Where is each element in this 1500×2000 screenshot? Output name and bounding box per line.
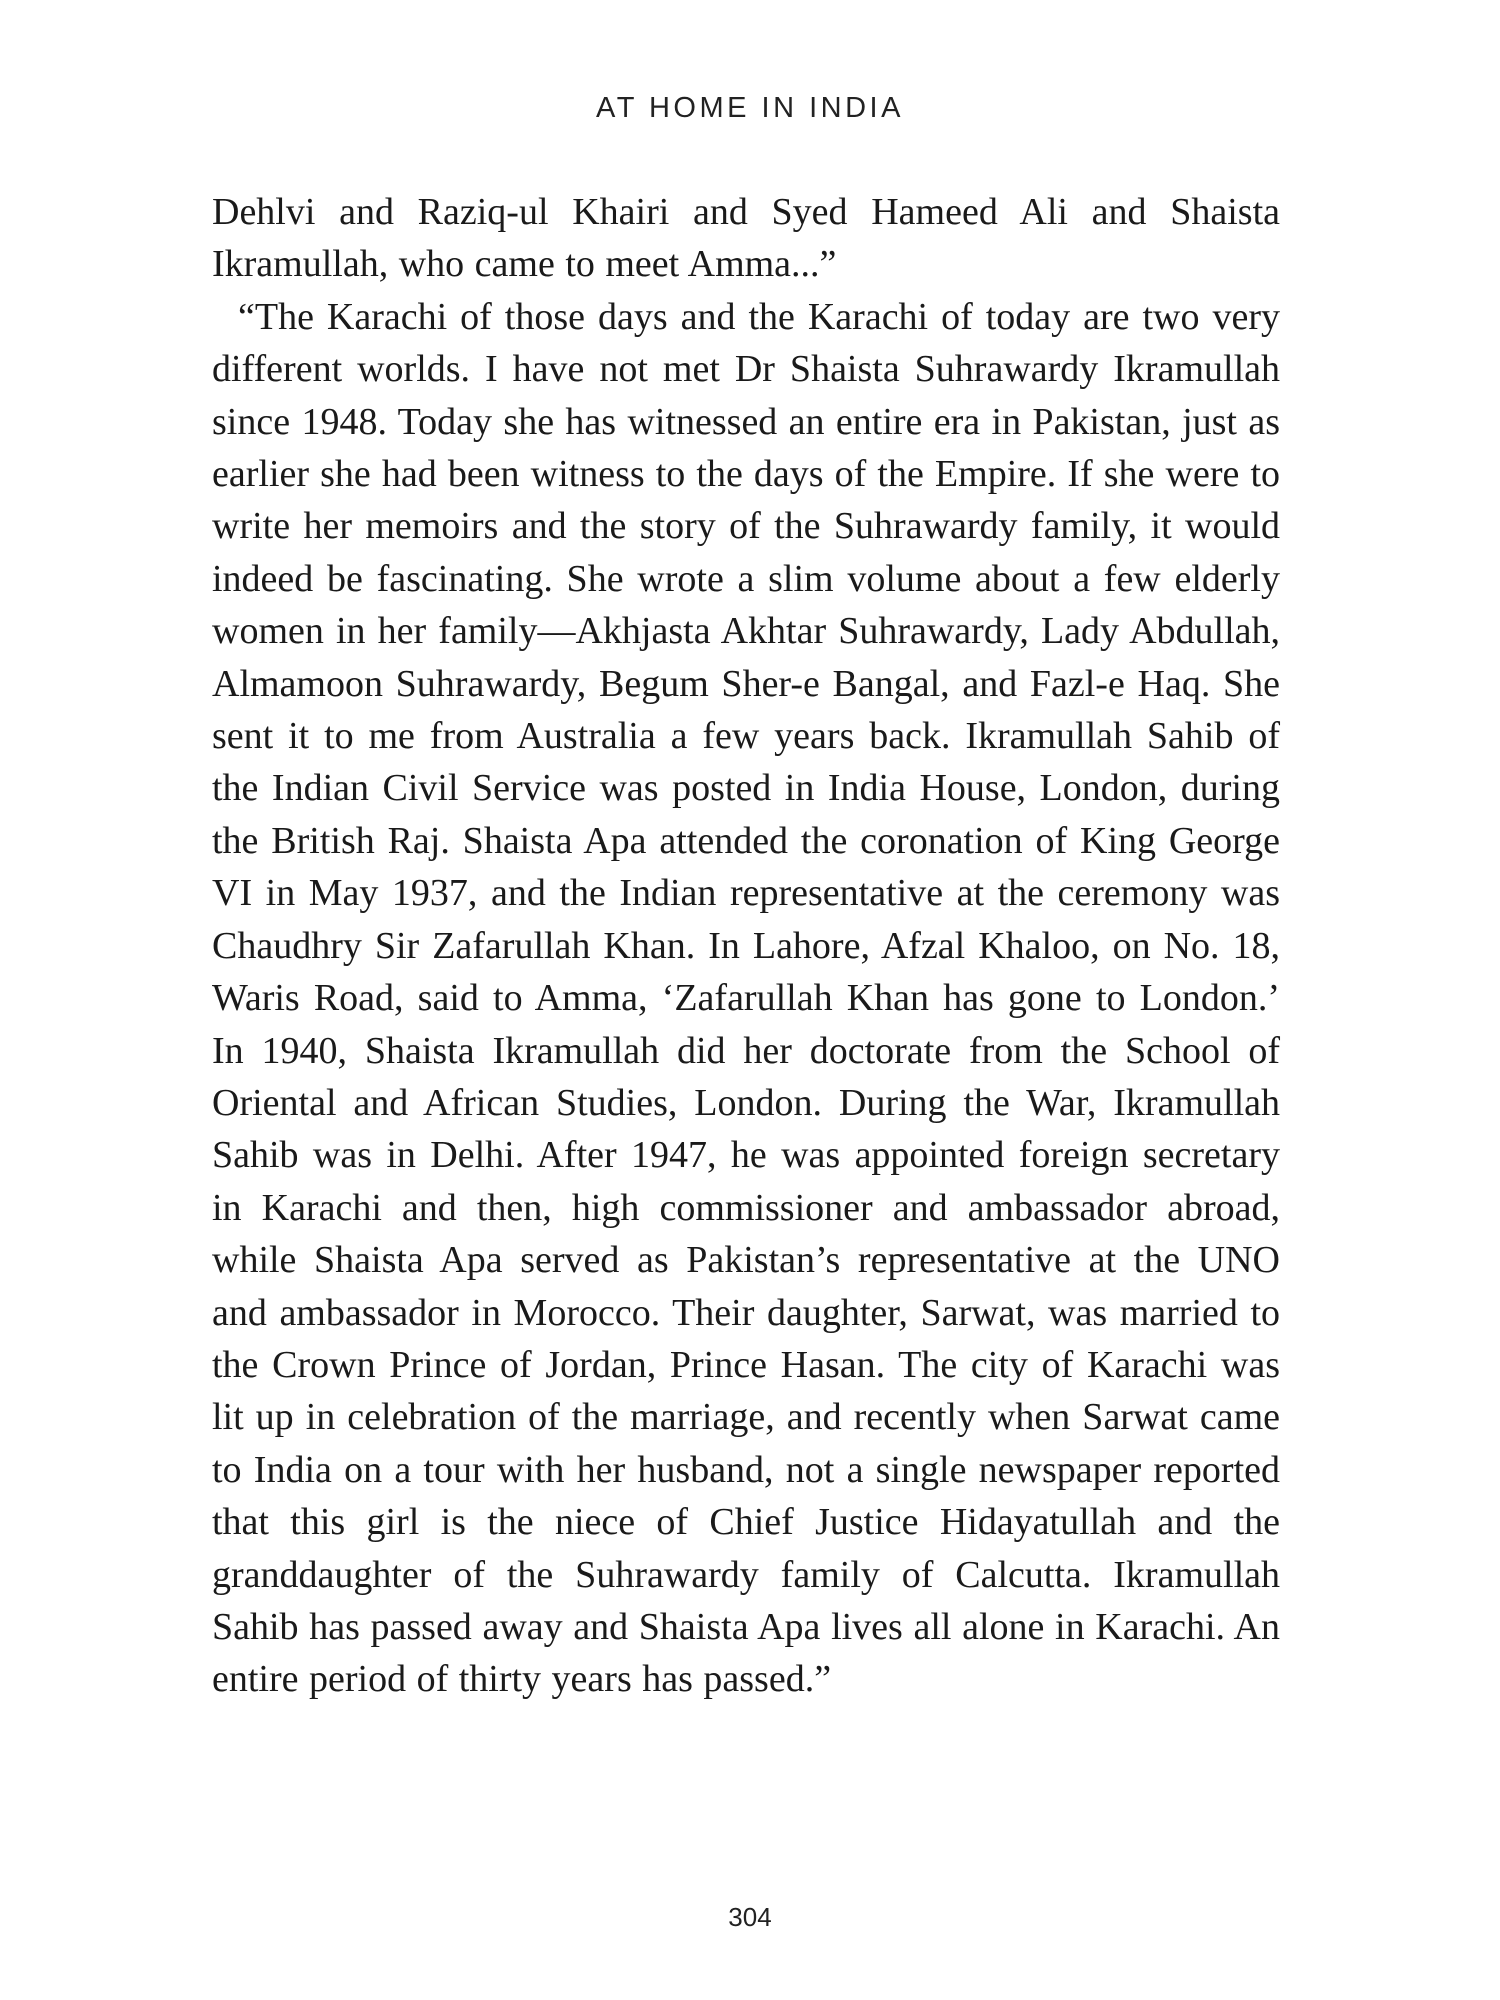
running-head-title: AT HOME IN INDIA: [596, 92, 904, 124]
paragraph-continued: Dehlvi and Raziq-ul Khairi and Syed Hameed Ali and Shaista Ikramullah, who came to meet Amma...”: [212, 191, 1280, 286]
paragraph-quote: “The Karachi of those days and the Karachi of today are two very different worlds. I have not met Dr Shaista Suhrawardy Ikramullah since 1948. Today she has witnessed an entire era in Pakistan, just as earlier she had been witness to the days of the Empire. If she were to write her memoirs and the story of the Suhrawardy family, it would indeed be fascinating. She wrote a slim volume about a few elderly women in her family—Akhjasta Akhtar Suhrawardy, Lady Abdullah, Almamoon Suhrawardy, Begum Sher-e Bangal, and Fazl-e Haq. She sent it to me from Australia a few years back. Ikramullah Sahib of the Indian Civil Service was posted in India House, London, during the British Raj. Shaista Apa attended the coronation of King George VI in May 1937, and the Indian representative at the ceremony was Chaudhry Sir Zafarullah Khan. In Lahore, Afzal Khaloo, on No. 18, Waris Road, said to Amma, ‘Zafarullah Khan has gone to London.’ In 1940, Shaista Ikramullah did her doctorate from the School of Oriental and African Studies, London. During the War, Ikramullah Sahib was in Delhi. After 1947, he was appointed foreign secretary in Karachi and then, high commissioner and ambassador abroad, while Shaista Apa served as Pakistan’s representative at the UNO and ambassador in Morocco. Their daughter, Sarwat, was married to the Crown Prince of Jordan, Prince Hasan. The city of Karachi was lit up in celebration of the marriage, and recently when Sarwat came to India on a tour with her husband, not a single newspaper reported that this girl is the niece of Chief Justice Hidayatullah and the granddaughter of the Suhrawardy family of Calcutta. Ikramullah Sahib has passed away and Shaista Apa lives all alone in Karachi. An entire period of thirty years has passed.”: [212, 295, 1280, 1701]
body-text: [212, 186, 1280, 1706]
page-number: 304: [728, 1902, 772, 1932]
